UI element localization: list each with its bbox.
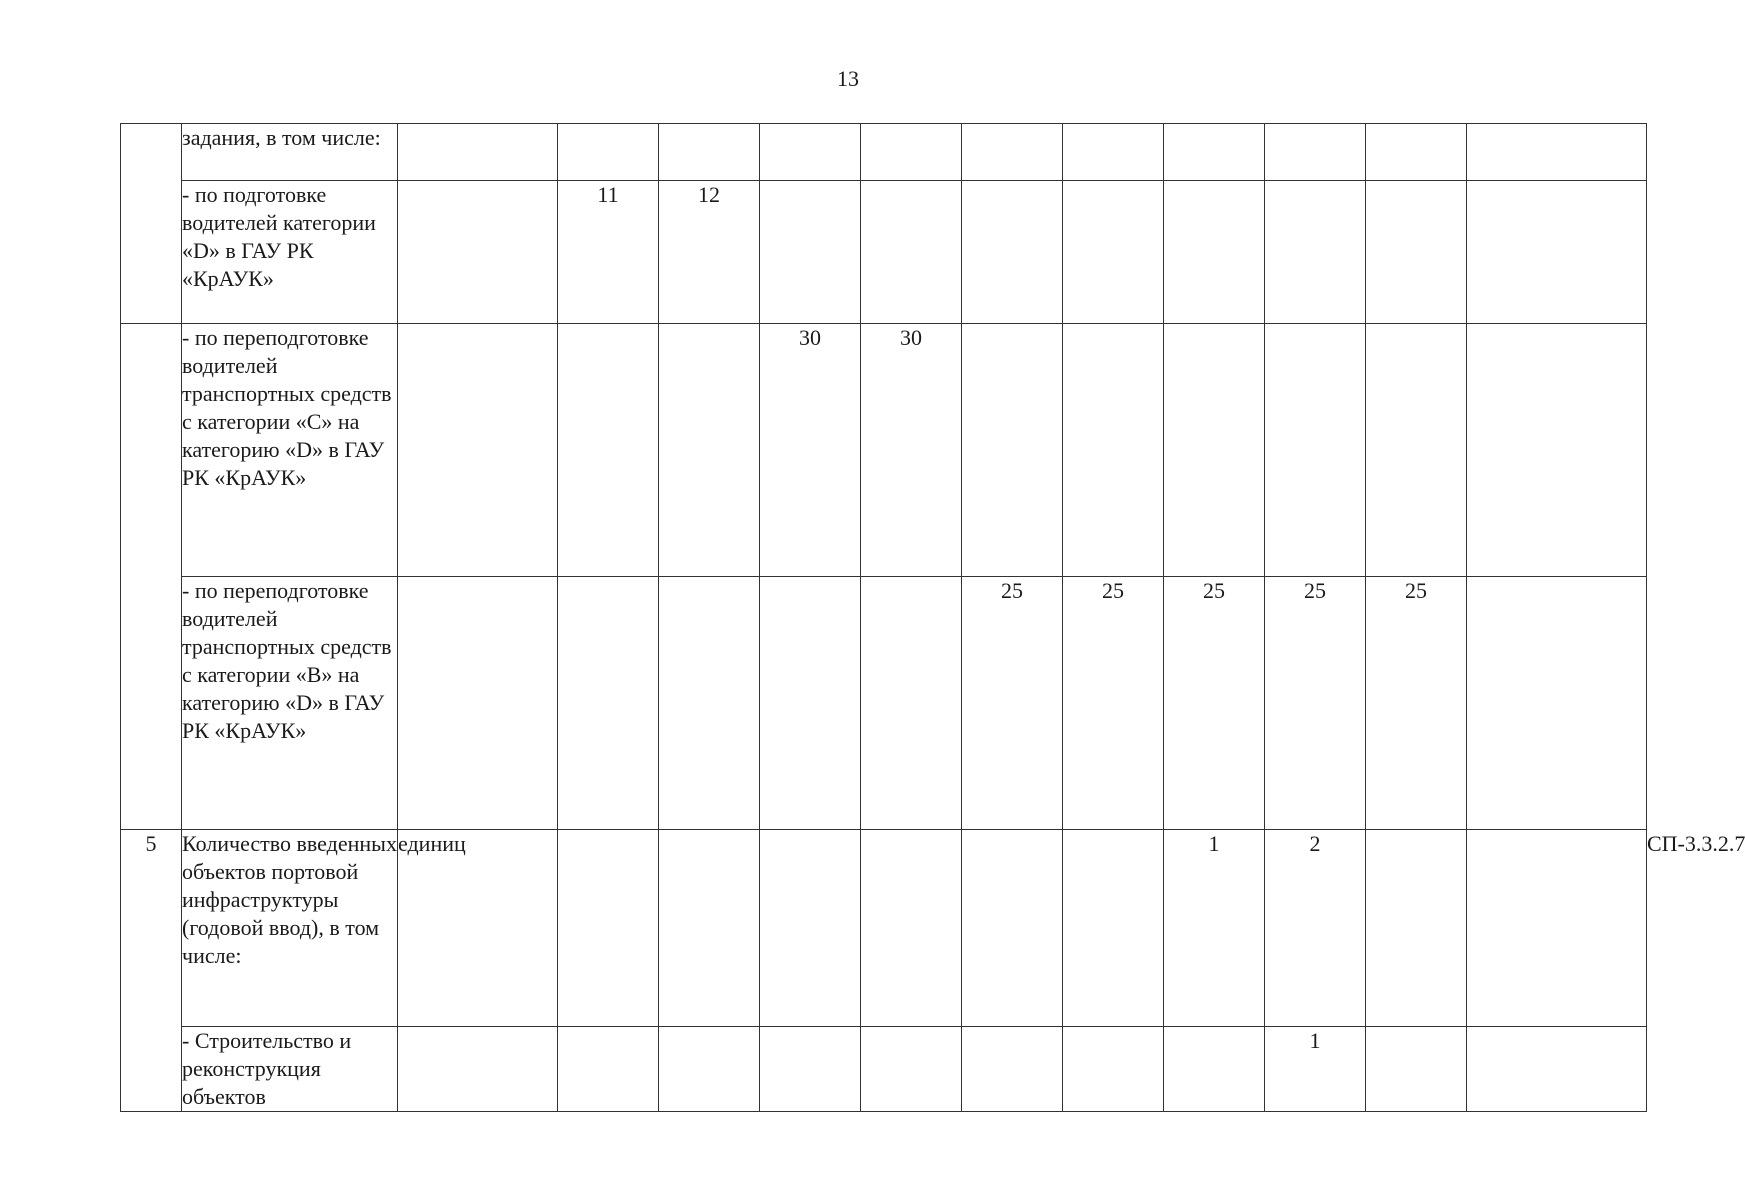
indicator-description: - Строительство и реконструкция объектов [182, 1027, 398, 1112]
indicator-description: - по подготовке водителей категории «D» в ГАУ РК «КрАУК» [182, 181, 398, 324]
value-cell [1366, 181, 1467, 324]
value-cell [1265, 181, 1366, 324]
value-cell [558, 124, 659, 181]
value-cell [760, 181, 861, 324]
unit-cell [398, 577, 558, 830]
value-cell [861, 830, 962, 1027]
value-cell [962, 830, 1063, 1027]
value-cell [1467, 577, 1647, 830]
value-cell [1063, 830, 1164, 1027]
value-cell [1467, 124, 1647, 181]
unit-cell: единиц [398, 830, 558, 1027]
value-cell [1164, 324, 1265, 577]
table-row [121, 1027, 1647, 1112]
unit-cell [398, 1027, 558, 1112]
value-cell [760, 124, 861, 181]
value-cell [1467, 181, 1647, 324]
value-cell: 12 [659, 181, 760, 324]
page-number: 13 [837, 66, 859, 91]
value-cell [1063, 324, 1164, 577]
table-row [121, 181, 1647, 324]
value-cell [1265, 124, 1366, 181]
value-cell [659, 1027, 760, 1112]
unit-cell [398, 324, 558, 577]
value-cell [1063, 124, 1164, 181]
value-cell [659, 577, 760, 830]
value-cell [1164, 1027, 1265, 1112]
value-cell: 25 [1063, 577, 1164, 830]
value-cell: 25 [1265, 577, 1366, 830]
row-number [121, 124, 182, 324]
value-cell [861, 124, 962, 181]
value-cell: 25 [962, 577, 1063, 830]
value-cell [962, 181, 1063, 324]
value-cell [861, 577, 962, 830]
indicator-description: - по переподготовке водителей транспортных средств с категории «С» на категорию «D» в ГАУ РК «КрАУК» [182, 324, 398, 577]
value-cell: 25 [1164, 577, 1265, 830]
indicators-table [120, 123, 1745, 1112]
value-cell [760, 830, 861, 1027]
value-cell [1164, 124, 1265, 181]
value-cell [1164, 181, 1265, 324]
value-cell [760, 577, 861, 830]
value-cell [962, 124, 1063, 181]
value-cell [558, 324, 659, 577]
table-row: 5 Количество введенных объектов портовой инфраструктуры (годовой ввод), в том числе: единиц 1 2 СП-3.3.2.7 [121, 830, 1647, 1027]
value-cell [1366, 830, 1467, 1027]
value-cell [558, 1027, 659, 1112]
table-row [121, 577, 1647, 830]
value-cell [861, 181, 962, 324]
value-cell: 1 [1164, 830, 1265, 1027]
value-cell [962, 324, 1063, 577]
value-cell [1467, 324, 1647, 577]
value-cell: 30 [760, 324, 861, 577]
value-cell [962, 1027, 1063, 1112]
unit-cell [398, 124, 558, 181]
value-cell: 30 [861, 324, 962, 577]
value-cell [659, 324, 760, 577]
value-cell [1063, 1027, 1164, 1112]
value-cell [1467, 1027, 1647, 1112]
table-row [121, 324, 1647, 577]
value-cell [1063, 181, 1164, 324]
value-cell: 2 [1265, 830, 1366, 1027]
indicator-description: - по переподготовке водителей транспортных средств с категории «В» на категорию «D» в ГАУ РК «КрАУК» [182, 577, 398, 830]
value-cell [1366, 324, 1467, 577]
row-number [121, 324, 182, 830]
unit-cell [398, 181, 558, 324]
indicator-description: Количество введенных объектов портовой инфраструктуры (годовой ввод), в том числе: [182, 830, 398, 1027]
value-cell [1366, 1027, 1467, 1112]
row-number: 5 [121, 830, 182, 1112]
value-cell [558, 830, 659, 1027]
indicator-description: задания, в том числе: [182, 124, 398, 181]
value-cell [659, 124, 760, 181]
value-cell: 25 [1366, 577, 1467, 830]
value-cell [1366, 124, 1467, 181]
value-cell: 11 [558, 181, 659, 324]
value-cell: 1 [1265, 1027, 1366, 1112]
value-cell [1265, 324, 1366, 577]
value-cell [760, 1027, 861, 1112]
table-row [121, 124, 1647, 181]
value-cell [1467, 830, 1647, 1027]
value-cell [861, 1027, 962, 1112]
value-cell [558, 577, 659, 830]
value-cell [659, 830, 760, 1027]
